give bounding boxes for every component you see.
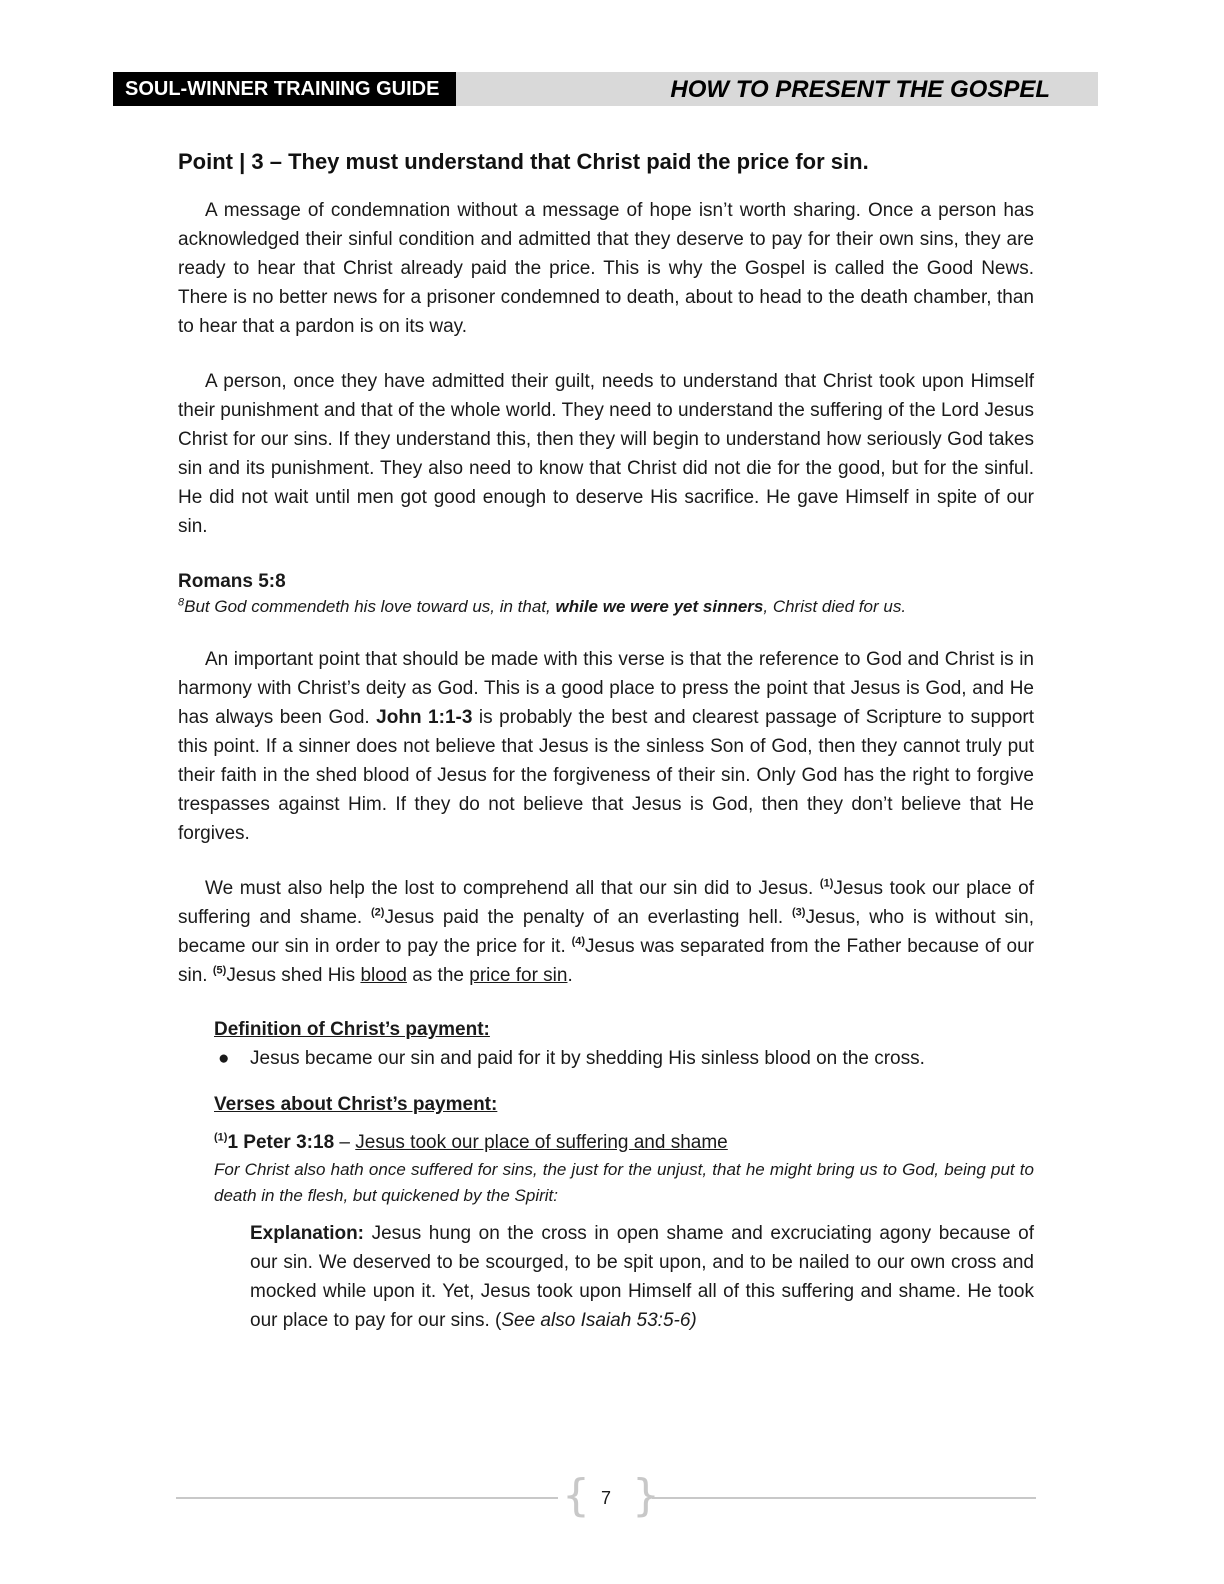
point-heading: Point | 3 – They must understand that Christ paid the price for sin. (178, 149, 869, 174)
verse-marker-1: (1) (214, 1131, 228, 1144)
john-reference: John 1:1-3 (376, 707, 473, 728)
page-header (113, 72, 1098, 106)
brace-right-icon: } (632, 1470, 660, 1521)
peter-topic: Jesus took our place of suffering and shame (355, 1132, 728, 1153)
definition-bullet-item (214, 1044, 1034, 1073)
underlined-price: price for sin (469, 965, 568, 986)
page-number: 7 (600, 1488, 611, 1508)
peter-explanation: Explanation: Jesus hung on the cross in open shame and excruciating agony because of our sin. We deserved to be scourged, to be spit upon, and to be nailed to our own cross and mocked while upon it. Yet, Jesus took upon Himself all of this suffering and shame. He took our place to pay for our sins. (See also Isaiah 53:5-6) (250, 1223, 1034, 1331)
paragraph-deity: An important point that should be made with this verse is that the reference to God and Christ is in harmony with Christ’s deity as God. This is a good place to press the point that Jesus is God, and He has always been God. John 1:1-3 is probably the best and clearest passage of Scripture to support this point. If a sinner does not believe that Jesus is the sinless Son of God, then they cannot truly put their faith in the shed blood of Jesus for the forgiveness of their sin. Only God has the right to forgive trespasses against Him. If they do not believe that Jesus is God, then they don’t believe that He forgives. (178, 649, 1034, 844)
romans-verse: $^8$But God commendeth his love toward us, in that, while we were yet sinners, Christ died for us. (178, 596, 907, 616)
marker-1: (1) (819, 877, 834, 890)
header-section-title: HOW TO PRESENT THE GOSPEL (670, 76, 1050, 103)
definition-text: Jesus became our sin and paid for it by shedding His sinless blood on the cross. (250, 1048, 925, 1069)
paragraph-sin-effects: We must also help the lost to comprehend all that our sin did to Jesus. $^{(1)}$Jesus took our place of suffering and shame. $^{(2)}$Jesus paid the penalty of an everlasting hell. $^{(3)}$Jesus, who is without sin, became our sin in order to pay the price for it. $^{(4)}$Jesus was separated from the Father because of our sin. $^{(5)}$Jesus shed His blood as the price for sin. (178, 877, 1035, 986)
marker-3: (3) (792, 906, 806, 919)
peter-reference: $^{(1)}$1 Peter 3:18 – Jesus took our place of suffering and shame (214, 1131, 728, 1153)
bullet-icon: ● (218, 1048, 230, 1069)
verses-heading: Verses about Christ’s payment: (214, 1094, 498, 1115)
marker-2: (2) (371, 906, 385, 919)
verse-emphasis: while we were yet sinners (555, 597, 764, 616)
verse-number: 8 (178, 596, 185, 609)
romans-reference: Romans 5:8 (178, 571, 286, 592)
paragraph-condemnation: A message of condemnation without a message of hope isn’t worth sharing. Once a person has acknowledged their sinful condition and admitted that they deserve to pay for their own sins, they are ready to hear that Christ already paid the price. This is why the Gospel is called the Good News. There is no better news for a prisoner condemned to death, about to head to the death chamber, than to hear that a pardon is on its way. (178, 200, 1034, 337)
explanation-label: Explanation: (250, 1223, 365, 1244)
marker-5: (5) (212, 964, 227, 977)
definition-heading: Definition of Christ’s payment: (214, 1019, 490, 1040)
see-also-reference: See also Isaiah 53:5-6) (501, 1310, 697, 1331)
brace-left-icon: { (562, 1470, 590, 1521)
page-content (178, 140, 1034, 1335)
paragraph-guilt: A person, once they have admitted their guilt, needs to understand that Christ took upon Himself their punishment and that of the whole world. They need to understand the suffering of the Lord Jesus Christ for our sins. If they understand this, then they will begin to understand how seriously God takes sin and its punishment. They also need to know that Christ did not die for the good, but for the sinful. He did not wait until men got good enough to deserve His sacrifice. He gave Himself in spite of our sin. (178, 371, 1034, 537)
footer-rule-left (176, 1497, 558, 1499)
underlined-blood: blood (360, 965, 407, 986)
marker-4: (4) (571, 935, 586, 948)
peter-verse: For Christ also hath once suffered for sins, the just for the unjust, that he might bring us to God, being put to death in the flesh, but quickened by the Spirit: (214, 1160, 1034, 1205)
footer-rule-right (652, 1497, 1036, 1499)
header-guide-title: SOUL-WINNER TRAINING GUIDE (113, 72, 456, 106)
